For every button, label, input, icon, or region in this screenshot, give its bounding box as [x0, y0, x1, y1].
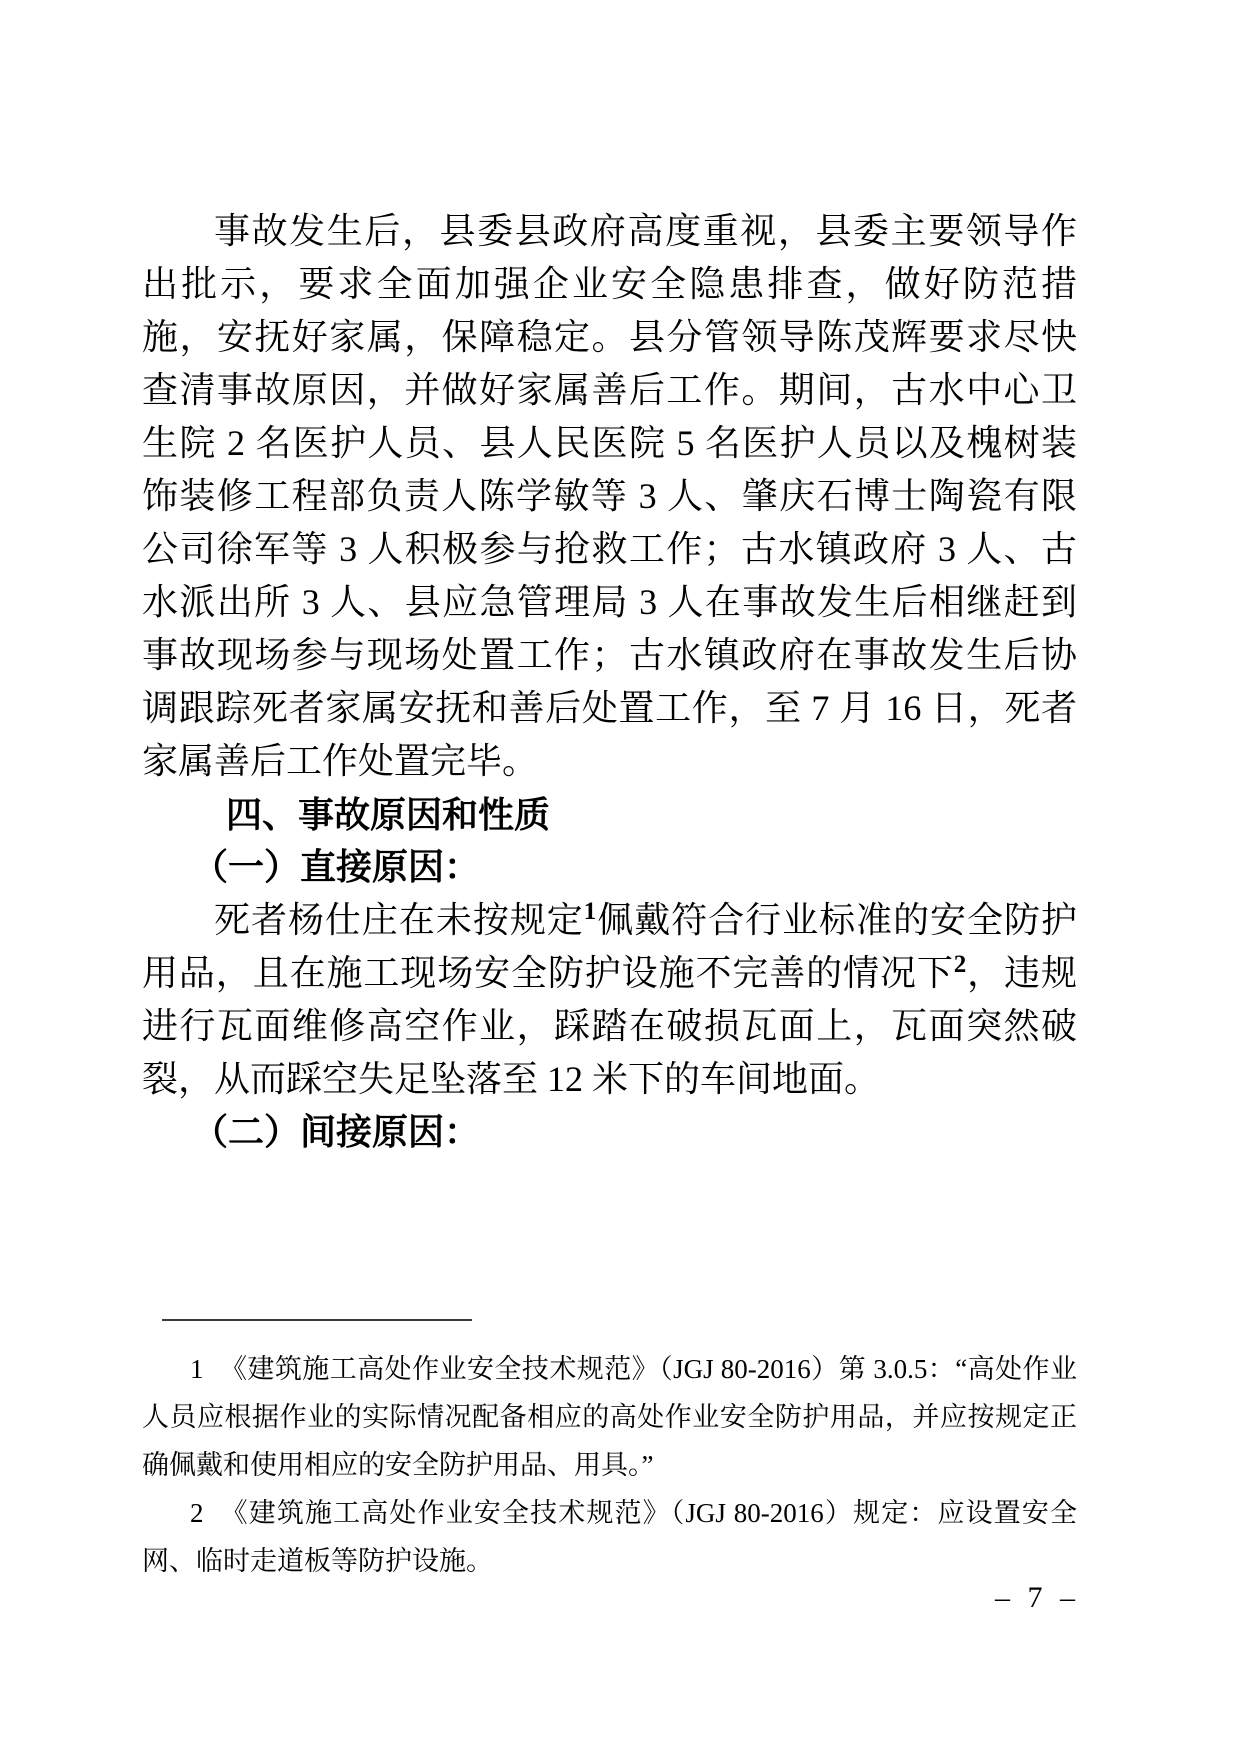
- footnote-1-marker: 1: [190, 1354, 204, 1384]
- direct-cause-text-segment: 死者杨仕庄在未按规定: [214, 900, 584, 940]
- footnote-2-text: 《建筑施工高处作业安全技术规范》（JGJ 80-2016）规定：应设置安全网、临时走道板等防护设施。: [142, 1498, 1077, 1576]
- footnote-1-text: 《建筑施工高处作业安全技术规范》（JGJ 80-2016）第 3.0.5：“高处作业人员应根据作业的实际情况配备相应的高处作业安全防护用品，并应按规定正确佩戴和使用相应的安全防护用品、用具。”: [142, 1354, 1077, 1480]
- direct-cause-paragraph: [142, 894, 1077, 1106]
- section-heading-cause-and-nature: 四、事故原因和性质: [226, 794, 551, 835]
- footnote-2-marker: 2: [190, 1498, 204, 1528]
- direct-cause-text-segment: 佩戴符合行业标准的安全防护用品，且在施工现场安全防护设施不完善的情况下: [142, 900, 1077, 993]
- sub-heading-indirect-cause: （二）间接原因：: [192, 1112, 481, 1152]
- document-body: [142, 205, 1077, 1159]
- footnote-1: [142, 1345, 1077, 1489]
- sub-heading-direct-cause: （一）直接原因：: [192, 847, 481, 887]
- footnote-reference-1: 1: [583, 898, 597, 925]
- response-paragraph: 事故发生后，县委县政府高度重视，县委主要领导作出批示，要求全面加强企业安全隐患排查，做好防范措施，安抚好家属，保障稳定。县分管领导陈茂辉要求尽快查清事故原因，并做好家属善后工作。期间，古水中心卫生院 2 名医护人员、县人民医院 5 名医护人员以及槐树装饰装修工程部负责人陈学敏等 3 人、肇庆石博士陶瓷有限公司徐军等 3 人积极参与抢救工作；古水镇政府 3 人、古水派出所 3 人、县应急管理局 3 人在事故发生后相继赶到事故现场参与现场处置工作；古水镇政府在事故发生后协调跟踪死者家属安抚和善后处置工作，至 7 月 16 日，死者家属善后工作处置完毕。: [142, 211, 1077, 781]
- direct-cause-text-segment: ，违规进行瓦面维修高空作业，踩踏在破损瓦面上，瓦面突然破裂，从而踩空失足坠落至 12 米下的车间地面。: [142, 953, 1077, 1099]
- footnote-reference-2: 2: [953, 951, 967, 978]
- footnote-section: [142, 1319, 1077, 1585]
- page-number: – 7 –: [995, 1581, 1075, 1614]
- footnote-separator-rule: [162, 1319, 472, 1321]
- footnote-2: [142, 1489, 1077, 1585]
